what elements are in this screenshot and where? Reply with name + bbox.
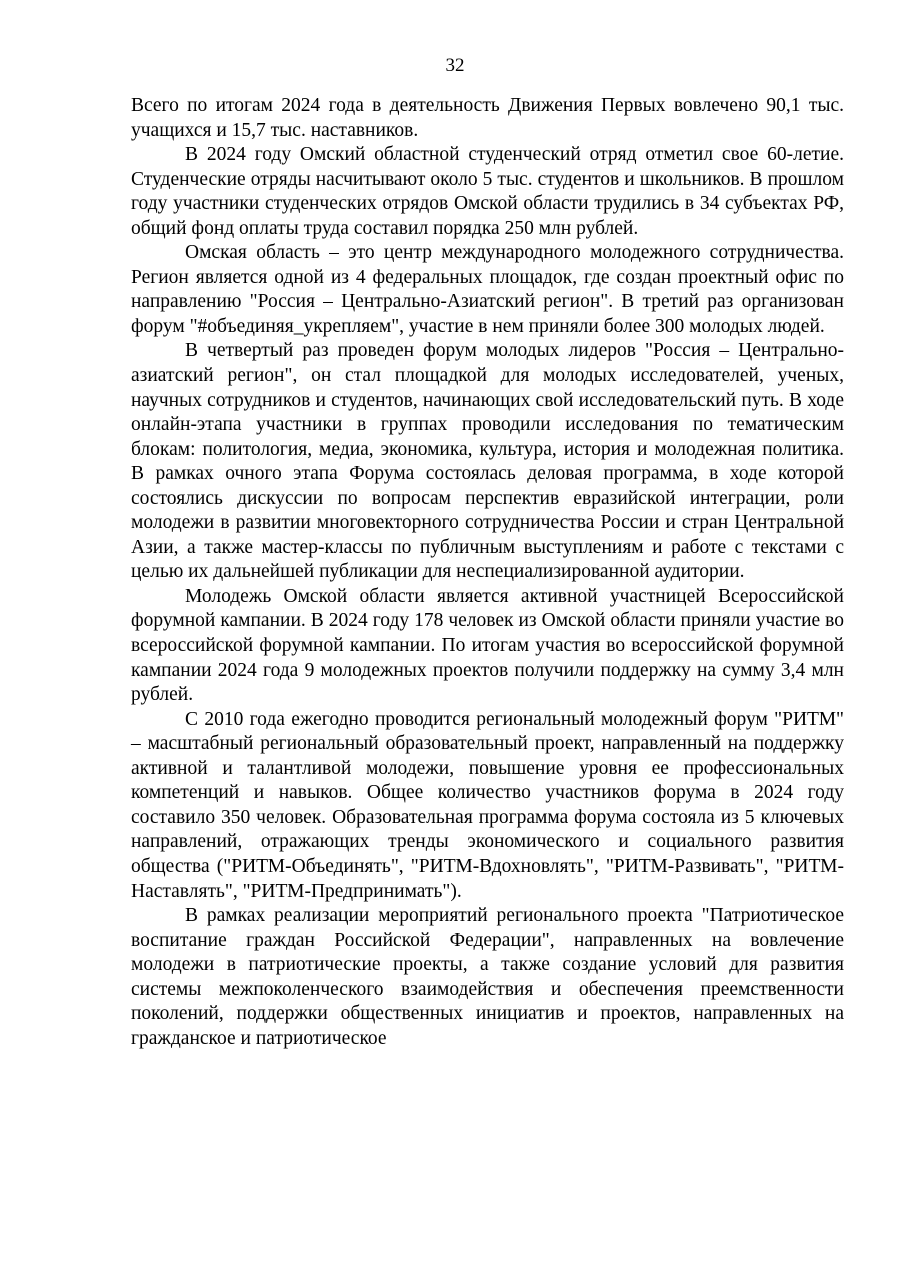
page-number: 32 — [445, 55, 465, 76]
paragraph-ritm-forum: С 2010 года ежегодно проводится региональный молодежный форум "РИТМ" – масштабный региональный образовательный проект, направленный на поддержку активной и талантливой молодежи, повышение уровня ее профессиональных компетенций и навыков. Общее количество участников форума в 2024 году составило 350 человек. Образовательная программа форума состояла из 5 ключевых направлений, отражающих тренды экономического и социального развития общества ("РИТМ-Объединять", "РИТМ-Вдохновлять", "РИТМ-Развивать", "РИТМ-Наставлять", "РИТМ-Предпринимать"). — [131, 708, 844, 902]
paragraph-international-cooperation: Омская область – это центр международного молодежного сотрудничества. Регион является одной из 4 федеральных площадок, где создан проектный офис по направлению "Россия – Центрально-Азиатский регион". В третий раз организован форум "#объединяя_укрепляем", участие в нем приняли более 300 молодых людей. — [131, 242, 844, 337]
paragraph-young-leaders-forum: В четвертый раз проведен форум молодых лидеров "Россия – Центрально-азиатский регион", он стал площадкой для молодых исследователей, ученых, научных сотрудников и студентов, начинающих свой исследовательский путь. В ходе онлайн-этапа участники в группах проводили исследования по тематическим блокам: политология, медиа, экономика, культура, история и молодежная политика. В рамках очного этапа Форума состоялась деловая программа, в ходе которой состоялись дискуссии по вопросам перспектив евразийской интеграции, роли молодежи в развитии многовекторного сотрудничества России и стран Центральной Азии, а также мастер-классы по публичным выступлениям и работе с текстами с целью их дальнейшей публикации для неспециализированной аудитории. — [131, 340, 844, 583]
paragraph-movement-first-summary: Всего по итогам 2024 года в деятельность Движения Первых вовлечено 90,1 тыс. учащихся и 15,7 тыс. наставников. — [131, 95, 844, 141]
paragraph-forum-campaign: Молодежь Омской области является активной участницей Всероссийской форумной кампании. В 2024 году 178 человек из Омской области приняли участие во всероссийской форумной кампании. По итогам участия во всероссийской форумной кампании 2024 года 9 молодежных проектов получили поддержку на сумму 3,4 млн рублей. — [131, 585, 844, 706]
paragraph-patriotic-education: В рамках реализации мероприятий регионального проекта "Патриотическое воспитание граждан Российской Федерации", направленных на вовлечение молодежи в патриотические проекты, а также создание условий для развития системы межпоколенческого взаимодействия и обеспечения преемственности поколений, поддержки общественных инициатив и проектов, направленных на гражданское и патриотическое — [131, 905, 844, 1049]
paragraph-student-detachment: В 2024 году Омский областной студенческий отряд отметил свое 60-летие. Студенческие отряды насчитывают около 5 тыс. студентов и школьников. В прошлом году участники студенческих отрядов Омской области трудились в 34 субъектах РФ, общий фонд оплаты труда составил порядка 250 млн рублей. — [131, 144, 844, 239]
document-body — [131, 94, 844, 1051]
